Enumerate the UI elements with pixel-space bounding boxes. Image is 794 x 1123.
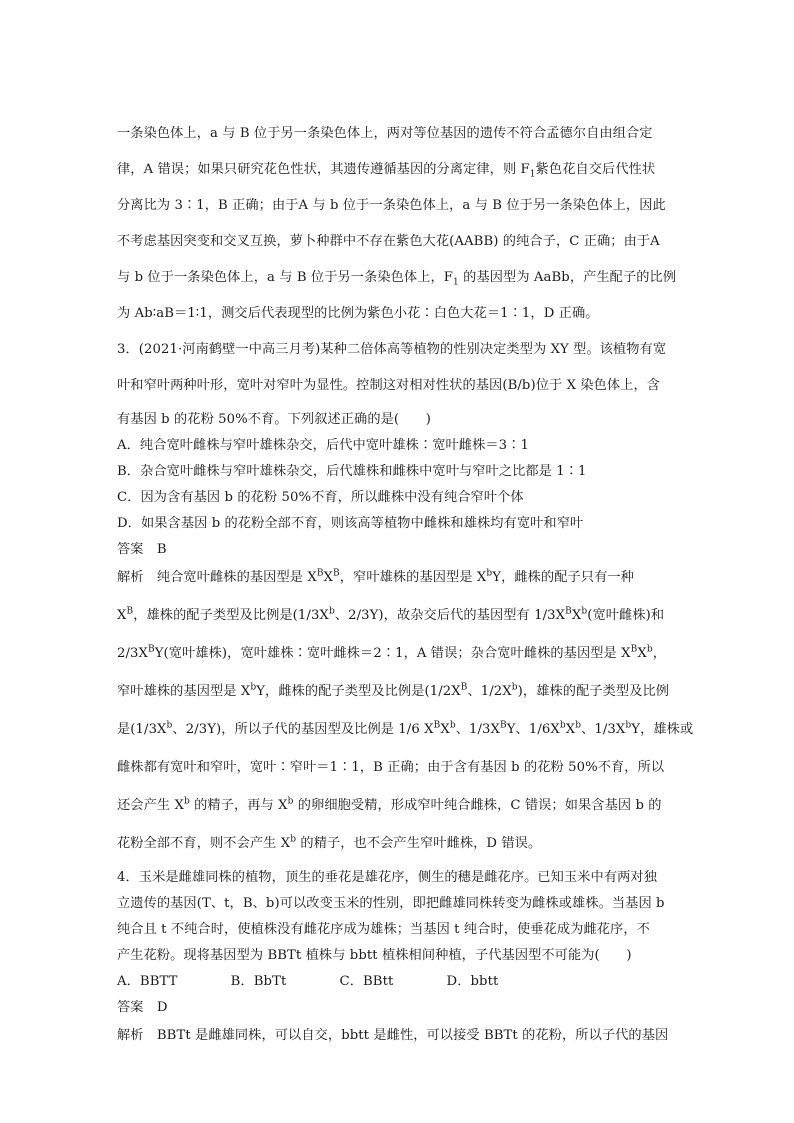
text-line: 产生花粉。现将基因型为 BBTt 植株与 bbtt 植株相间种植，子代基因型不可能为( ) [117, 948, 632, 963]
text-line: 与 b 位于一条染色体上，a 与 B 位于另一条染色体上，$F_1$ 的基因型为 AaBb，产生配子的比例 [117, 270, 677, 288]
text-line: 不考虑基因突变和交叉互换，萝卜种群中不存在紫色大花(AABB) 的纯合子，C 正确；由于A [117, 234, 660, 249]
answer-label: 答案 D [117, 1000, 168, 1015]
analysis-text: 解析 BBTt 是雌雄同株，可以自交，bbtt 是雌性，可以接受 BBTt 的花粉，所以子代的基因 [117, 1028, 669, 1043]
text-line: 立遗传的基因(T、t，B、b)可以改变玉米的性别，即把雌雄同株转变为雌株或雄株。当基因 b [117, 896, 665, 911]
question-4-stem: 4．玉米是雌雄同株的植物，顶生的垂花是雄花序，侧生的穗是雌花序。已知玉米中有两对独 [117, 870, 657, 885]
option-d: D．如果含基因 b 的花粉全部不育，则该高等植物中雌株和雄株均有宽叶和窄叶 [117, 516, 584, 531]
text-line: 一条染色体上，a 与 B 位于另一条染色体上，两对等位基因的遗传不符合孟德尔自由组合定 [117, 126, 653, 141]
option-b: B．杂合宽叶雌株与窄叶雄株杂交，后代雄株和雌株中宽叶与窄叶之比都是 1∶1 [117, 464, 587, 479]
option-a: A．纯合宽叶雌株与窄叶雄株杂交，后代中宽叶雄株∶宽叶雌株＝3∶1 [117, 438, 529, 453]
text-line: 花粉全部不育，则不会产生 $X^b$ 的精子，也不会产生窄叶雌株，D 错误。 [117, 834, 542, 851]
text-line: 叶和窄叶两种叶形，宽叶对窄叶为显性。控制这对相对性状的基因(B/b)位于 X 染色体上，含 [117, 378, 661, 393]
text-line: 是($1/3X^b$、2/3Y)，所以子代的基因型及比例是 1/6 $X^BX^b$、$1/3X^BY$、$1/6X^bX^b$、$1/3X^bY$，雄株或 [117, 720, 694, 737]
answer-label: 答案 B [117, 542, 167, 557]
options-row: A．BBTT B．BbTt C．BBtt D．bbtt [117, 974, 499, 989]
text-line: 雌株都有宽叶和窄叶，宽叶∶窄叶＝1∶1，B 正确；由于含有基因 b 的花粉 50%不育，所以 [117, 760, 665, 775]
text-line: 为 Ab∶aB＝1∶1，测交后代表现型的比例为紫色小花∶白色大花＝1∶1，D 正确。 [117, 306, 599, 321]
text-line: 律，A 错误；如果只研究花色性状，其遗传遵循基因的分离定律，则 $F_1$紫色花自交后代性状 [117, 162, 656, 180]
option-c: C．因为含有基因 b 的花粉 50%不育，所以雌株中没有纯合窄叶个体 [117, 490, 524, 505]
text-line: $2/3X^BY$(宽叶雄株)，宽叶雄株∶宽叶雌株＝2∶1，A 错误；杂合宽叶雌株的基因型是 $X^BX^b$， [117, 644, 667, 661]
analysis-text: 解析 纯合宽叶雌株的基因型是 $X^BX^B$，窄叶雄株的基因型是 $X^bY$，雌株的配子只有一种 [117, 568, 634, 585]
question-3-stem: 3．(2021·河南鹤壁一中高三月考)某种二倍体高等植物的性别决定类型为 XY 型。该植物有宽 [117, 342, 667, 357]
text-line: 有基因 b 的花粉 50%不育。下列叙述正确的是( ) [117, 412, 431, 427]
text-line: 分离比为 3∶1，B 正确；由于A 与 b 位于一条染色体上，a 与 B 位于另一条染色体上，因此 [117, 198, 666, 213]
text-line: 纯合且 t 不纯合时，使植株没有雌花序成为雄株；当基因 t 纯合时，使垂花成为雌花序，不 [117, 922, 650, 937]
text-line: 还会产生 $X^b$ 的精子，再与 $X^b$ 的卵细胞受精，形成窄叶纯合雌株，C 错误；如果含基因 b 的 [117, 796, 662, 813]
text-line: 窄叶雄株的基因型是 $X^bY$，雌株的配子类型及比例是($1/2X^B$、$1/2X^b$)，雄株的配子类型及比例 [117, 682, 670, 699]
text-line: $X^B$，雄株的配子类型及比例是($1/3X^b$、2/3Y)，故杂交后代的基因型有 $1/3X^BX^b$(宽叶雌株)和 [117, 606, 665, 623]
